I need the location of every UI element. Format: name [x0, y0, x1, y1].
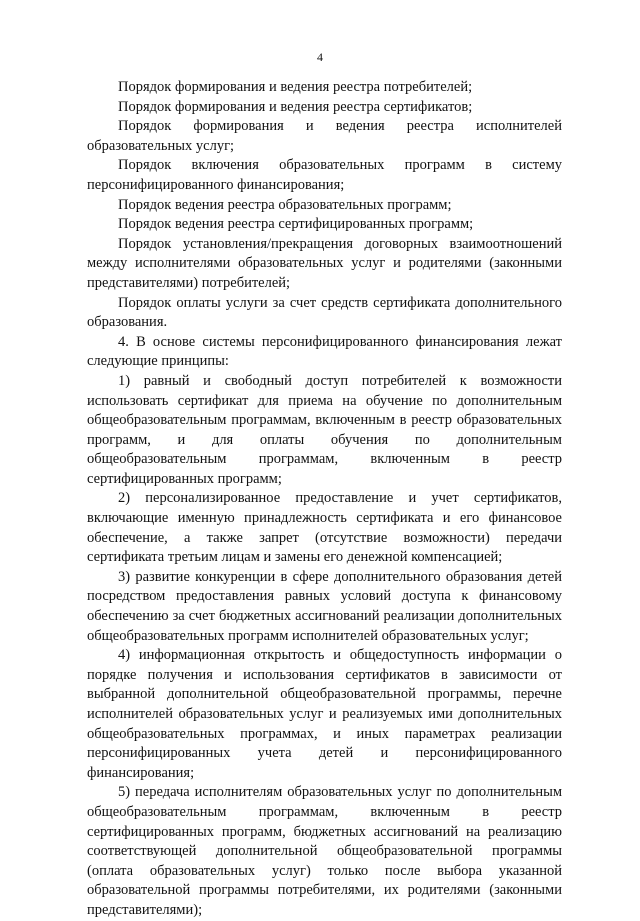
document-body	[87, 78, 562, 921]
paragraph-principle-5: 5) передача исполнителям образовательных услуг по дополнительным общеобразовательным программам, включенным в реестр сертифицированных программ, бюджетных ассигнований на реализацию соответствующей дополнительной общеобразовательной программы (оплата образовательных услуг) только после выбора указанной образовательной программы потребителями, их родителями (законными представителями);	[87, 784, 562, 918]
paragraph-principle-2: 2) персонализированное предоставление и учет сертификатов, включающие именную принадлежность сертификата и его финансовое обеспечение, а также запрет (отсутствие возможности) передачи сертификата третьим лицам и замены его денежной компенсацией;	[87, 490, 562, 566]
paragraph-principle-1: 1) равный и свободный доступ потребителей к возможности использовать сертификат для приема на обучение по дополнительным общеобразовательным программам, включенным в реестр образовательных программ, и для оплаты обучения по дополнительным общеобразовательным программам, включенным в реестр сертифицированных программ;	[87, 372, 562, 487]
paragraph-program-inclusion: Порядок включения образовательных программ в систему персонифицированного финансирования;	[87, 157, 562, 193]
paragraph-certificate-registry: Порядок формирования и ведения реестра сертификатов;	[118, 98, 473, 115]
paragraph-payment-order: Порядок оплаты услуги за счет средств сертификата дополнительного образования.	[87, 294, 562, 331]
paragraph-contract-relations: Порядок установления/прекращения договорных взаимоотношений между исполнителями образовательных услуг и родителями (законными представителями) потребителей;	[87, 235, 562, 291]
paragraph-principle-4: 4) информационная открытость и общедоступность информации о порядке получения и использования сертификатов в зависимости от выбранной дополнительной общеобразовательной программы, перечне исполнителей образовательных услуг и реализуемых ими дополнительных общеобразовательных программах, и иных параметрах реализации персонифицированных учета детей и персонифицированного финансирования;	[87, 647, 562, 781]
paragraph-provider-registry: Порядок формирования и ведения реестра исполнителей образовательных услуг;	[87, 118, 562, 154]
paragraph-section-4: 4. В основе системы персонифицированного финансирования лежат следующие принципы:	[87, 333, 562, 370]
paragraph-consumer-registry: Порядок формирования и ведения реестра потребителей;	[118, 79, 473, 95]
paragraph-principle-3: 3) развитие конкуренции в сфере дополнительного образования детей посредством предоставления равных условий доступа к финансовому обеспечению за счет бюджетных ассигнований реализации дополнительных общеобразовательных программ исполнителей образовательных услуг;	[87, 568, 562, 644]
paragraph-certified-registry: Порядок ведения реестра сертифицированных программ;	[118, 216, 474, 233]
page-number: 4	[317, 50, 323, 64]
paragraph-program-registry: Порядок ведения реестра образовательных программ;	[118, 196, 452, 213]
